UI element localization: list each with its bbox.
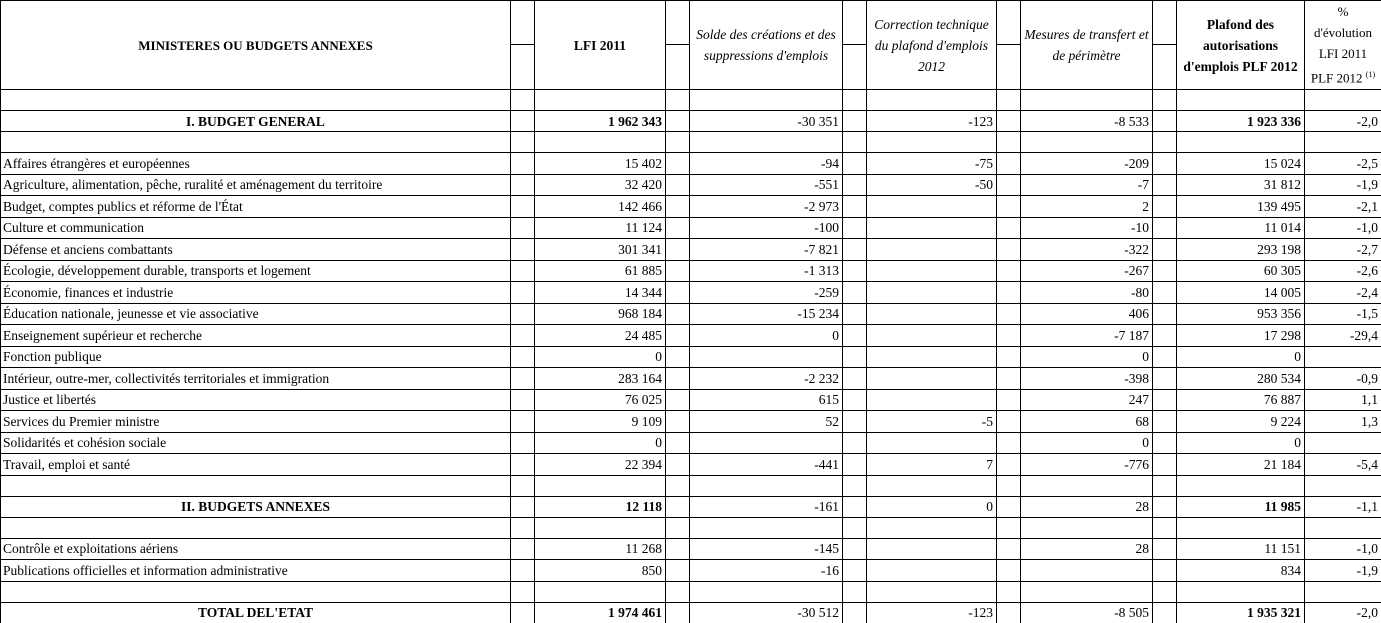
cell-solde bbox=[690, 346, 843, 368]
cell-lfi: 22 394 bbox=[535, 454, 666, 476]
row-label: Justice et libertés bbox=[1, 389, 511, 411]
header-lfi: LFI 2011 bbox=[535, 1, 666, 90]
table-row bbox=[1, 217, 1381, 239]
table-row bbox=[1, 346, 1381, 368]
row-label: Agriculture, alimentation, pêche, ruralité et aménagement du territoire bbox=[1, 174, 511, 196]
table-row bbox=[1, 282, 1381, 304]
row-label: Travail, emploi et santé bbox=[1, 454, 511, 476]
header-mesures: Mesures de transfert et de périmètre bbox=[1021, 1, 1153, 90]
cell-plafond: 1 935 321 bbox=[1177, 602, 1305, 623]
table-row bbox=[1, 454, 1381, 476]
row-label: Services du Premier ministre bbox=[1, 411, 511, 433]
cell-correction bbox=[867, 239, 997, 261]
spacer-row bbox=[1, 475, 1381, 496]
header-pct-evolution bbox=[1305, 1, 1381, 90]
spacer-row bbox=[1, 581, 1381, 602]
cell-solde: 52 bbox=[690, 411, 843, 433]
cell-solde: -30 512 bbox=[690, 602, 843, 623]
cell-mesures bbox=[1021, 560, 1153, 582]
cell-plafond: 76 887 bbox=[1177, 389, 1305, 411]
cell-plafond: 11 985 bbox=[1177, 496, 1305, 517]
cell-solde: 0 bbox=[690, 325, 843, 347]
cell-plafond: 31 812 bbox=[1177, 174, 1305, 196]
cell-correction bbox=[867, 432, 997, 454]
cell-mesures: 0 bbox=[1021, 432, 1153, 454]
cell-correction bbox=[867, 303, 997, 325]
cell-lfi: 9 109 bbox=[535, 411, 666, 433]
cell-correction bbox=[867, 282, 997, 304]
cell-lfi: 142 466 bbox=[535, 196, 666, 218]
cell-lfi: 32 420 bbox=[535, 174, 666, 196]
cell-pct: 1,1 bbox=[1305, 389, 1381, 411]
cell-solde: -30 351 bbox=[690, 111, 843, 132]
cell-plafond: 14 005 bbox=[1177, 282, 1305, 304]
cell-solde: -259 bbox=[690, 282, 843, 304]
cell-mesures: -267 bbox=[1021, 260, 1153, 282]
cell-pct: -1,9 bbox=[1305, 174, 1381, 196]
cell-solde: -441 bbox=[690, 454, 843, 476]
row-label: Affaires étrangères et européennes bbox=[1, 153, 511, 175]
row-label: Culture et communication bbox=[1, 217, 511, 239]
cell-pct: -1,0 bbox=[1305, 217, 1381, 239]
cell-pct: -2,6 bbox=[1305, 260, 1381, 282]
cell-correction: 7 bbox=[867, 454, 997, 476]
cell-mesures: -10 bbox=[1021, 217, 1153, 239]
cell-mesures: -7 187 bbox=[1021, 325, 1153, 347]
cell-solde bbox=[690, 432, 843, 454]
cell-solde: -145 bbox=[690, 538, 843, 560]
cell-lfi: 15 402 bbox=[535, 153, 666, 175]
cell-pct: -1,1 bbox=[1305, 496, 1381, 517]
cell-plafond: 60 305 bbox=[1177, 260, 1305, 282]
cell-lfi: 968 184 bbox=[535, 303, 666, 325]
cell-lfi: 11 124 bbox=[535, 217, 666, 239]
pct-footnote-ref: (1) bbox=[1365, 70, 1376, 80]
row-label: Intérieur, outre-mer, collectivités territoriales et immigration bbox=[1, 368, 511, 390]
row-label: Économie, finances et industrie bbox=[1, 282, 511, 304]
table-row bbox=[1, 325, 1381, 347]
cell-solde: -1 313 bbox=[690, 260, 843, 282]
cell-plafond: 280 534 bbox=[1177, 368, 1305, 390]
header-ministeres: MINISTERES OU BUDGETS ANNEXES bbox=[1, 1, 511, 90]
cell-pct: -2,0 bbox=[1305, 111, 1381, 132]
cell-plafond: 0 bbox=[1177, 346, 1305, 368]
row-label: Budget, comptes publics et réforme de l'État bbox=[1, 196, 511, 218]
table-row bbox=[1, 260, 1381, 282]
total-row bbox=[1, 602, 1381, 623]
cell-plafond: 11 014 bbox=[1177, 217, 1305, 239]
cell-lfi: 850 bbox=[535, 560, 666, 582]
cell-solde: -16 bbox=[690, 560, 843, 582]
cell-lfi: 1 962 343 bbox=[535, 111, 666, 132]
pct-evolution-label: d'évolution bbox=[1314, 25, 1372, 41]
cell-correction bbox=[867, 217, 997, 239]
cell-plafond: 15 024 bbox=[1177, 153, 1305, 175]
cell-pct: -1,5 bbox=[1305, 303, 1381, 325]
cell-lfi: 24 485 bbox=[535, 325, 666, 347]
cell-lfi: 0 bbox=[535, 346, 666, 368]
cell-correction bbox=[867, 538, 997, 560]
table-row bbox=[1, 196, 1381, 218]
cell-lfi: 1 974 461 bbox=[535, 602, 666, 623]
cell-plafond: 834 bbox=[1177, 560, 1305, 582]
cell-lfi: 14 344 bbox=[535, 282, 666, 304]
cell-correction bbox=[867, 560, 997, 582]
cell-mesures: -209 bbox=[1021, 153, 1153, 175]
cell-solde: -2 232 bbox=[690, 368, 843, 390]
cell-plafond: 17 298 bbox=[1177, 325, 1305, 347]
cell-solde: -100 bbox=[690, 217, 843, 239]
cell-correction bbox=[867, 260, 997, 282]
cell-lfi: 11 268 bbox=[535, 538, 666, 560]
cell-lfi: 301 341 bbox=[535, 239, 666, 261]
cell-mesures: -776 bbox=[1021, 454, 1153, 476]
header-plafond: Plafond des autorisations d'emplois PLF 2012 bbox=[1177, 1, 1305, 90]
cell-plafond: 293 198 bbox=[1177, 239, 1305, 261]
cell-mesures: 28 bbox=[1021, 496, 1153, 517]
cell-mesures: -322 bbox=[1021, 239, 1153, 261]
cell-correction bbox=[867, 389, 997, 411]
table-row bbox=[1, 153, 1381, 175]
cell-pct: -2,1 bbox=[1305, 196, 1381, 218]
cell-mesures: -7 bbox=[1021, 174, 1153, 196]
table-row bbox=[1, 560, 1381, 582]
cell-plafond: 0 bbox=[1177, 432, 1305, 454]
cell-correction bbox=[867, 368, 997, 390]
row-label: TOTAL DEL'ETAT bbox=[1, 602, 511, 623]
cell-solde: 615 bbox=[690, 389, 843, 411]
row-label: I. BUDGET GENERAL bbox=[1, 111, 511, 132]
row-label: Enseignement supérieur et recherche bbox=[1, 325, 511, 347]
spacer-row bbox=[1, 517, 1381, 538]
cell-plafond: 9 224 bbox=[1177, 411, 1305, 433]
row-label: Écologie, développement durable, transports et logement bbox=[1, 260, 511, 282]
cell-solde: -161 bbox=[690, 496, 843, 517]
cell-correction bbox=[867, 325, 997, 347]
table-row bbox=[1, 432, 1381, 454]
cell-correction: -123 bbox=[867, 602, 997, 623]
cell-pct: -1,0 bbox=[1305, 538, 1381, 560]
header-row bbox=[1, 1, 1381, 90]
cell-pct: -1,9 bbox=[1305, 560, 1381, 582]
section-budget-general bbox=[1, 111, 1381, 132]
table-row bbox=[1, 239, 1381, 261]
cell-correction bbox=[867, 196, 997, 218]
cell-pct: -29,4 bbox=[1305, 325, 1381, 347]
spacer-row bbox=[1, 132, 1381, 153]
cell-correction bbox=[867, 346, 997, 368]
cell-mesures: -8 505 bbox=[1021, 602, 1153, 623]
row-label: Publications officielles et information administrative bbox=[1, 560, 511, 582]
row-label: II. BUDGETS ANNEXES bbox=[1, 496, 511, 517]
table-row bbox=[1, 538, 1381, 560]
cell-mesures: -80 bbox=[1021, 282, 1153, 304]
cell-plafond: 11 151 bbox=[1177, 538, 1305, 560]
cell-lfi: 0 bbox=[535, 432, 666, 454]
cell-mesures: 0 bbox=[1021, 346, 1153, 368]
row-label: Fonction publique bbox=[1, 346, 511, 368]
table-row bbox=[1, 389, 1381, 411]
cell-pct: -2,0 bbox=[1305, 602, 1381, 623]
cell-mesures: -398 bbox=[1021, 368, 1153, 390]
cell-solde: -2 973 bbox=[690, 196, 843, 218]
cell-solde: -15 234 bbox=[690, 303, 843, 325]
cell-correction: -50 bbox=[867, 174, 997, 196]
cell-pct: -0,9 bbox=[1305, 368, 1381, 390]
cell-plafond: 21 184 bbox=[1177, 454, 1305, 476]
header-solde: Solde des créations et des suppressions d'emplois bbox=[690, 1, 843, 90]
row-label: Défense et anciens combattants bbox=[1, 239, 511, 261]
table-row bbox=[1, 303, 1381, 325]
section-budgets-annexes bbox=[1, 496, 1381, 517]
cell-mesures: -8 533 bbox=[1021, 111, 1153, 132]
cell-solde: -94 bbox=[690, 153, 843, 175]
cell-correction: -75 bbox=[867, 153, 997, 175]
table-row bbox=[1, 174, 1381, 196]
cell-lfi: 76 025 bbox=[535, 389, 666, 411]
row-label: Contrôle et exploitations aériens bbox=[1, 538, 511, 560]
cell-pct: -2,4 bbox=[1305, 282, 1381, 304]
cell-pct bbox=[1305, 432, 1381, 454]
cell-correction: -5 bbox=[867, 411, 997, 433]
pct-symbol: % bbox=[1337, 4, 1349, 20]
cell-plafond: 1 923 336 bbox=[1177, 111, 1305, 132]
cell-lfi: 12 118 bbox=[535, 496, 666, 517]
cell-solde: -551 bbox=[690, 174, 843, 196]
cell-pct: -2,5 bbox=[1305, 153, 1381, 175]
cell-correction: 0 bbox=[867, 496, 997, 517]
cell-mesures: 28 bbox=[1021, 538, 1153, 560]
cell-mesures: 247 bbox=[1021, 389, 1153, 411]
cell-mesures: 406 bbox=[1021, 303, 1153, 325]
cell-pct: -5,4 bbox=[1305, 454, 1381, 476]
header-correction: Correction technique du plafond d'emplois 2012 bbox=[867, 1, 997, 90]
row-label: Solidarités et cohésion sociale bbox=[1, 432, 511, 454]
pct-plf-label: PLF 2012 bbox=[1310, 70, 1363, 86]
cell-lfi: 61 885 bbox=[535, 260, 666, 282]
table-row bbox=[1, 368, 1381, 390]
table-row bbox=[1, 411, 1381, 433]
cell-plafond: 139 495 bbox=[1177, 196, 1305, 218]
pct-lfi-label: LFI 2011 bbox=[1318, 46, 1368, 62]
cell-mesures: 2 bbox=[1021, 196, 1153, 218]
cell-lfi: 283 164 bbox=[535, 368, 666, 390]
cell-correction: -123 bbox=[867, 111, 997, 132]
cell-pct bbox=[1305, 346, 1381, 368]
cell-solde: -7 821 bbox=[690, 239, 843, 261]
cell-pct: -2,7 bbox=[1305, 239, 1381, 261]
spacer-row bbox=[1, 90, 1381, 111]
cell-pct: 1,3 bbox=[1305, 411, 1381, 433]
row-label: Éducation nationale, jeunesse et vie associative bbox=[1, 303, 511, 325]
cell-plafond: 953 356 bbox=[1177, 303, 1305, 325]
cell-mesures: 68 bbox=[1021, 411, 1153, 433]
